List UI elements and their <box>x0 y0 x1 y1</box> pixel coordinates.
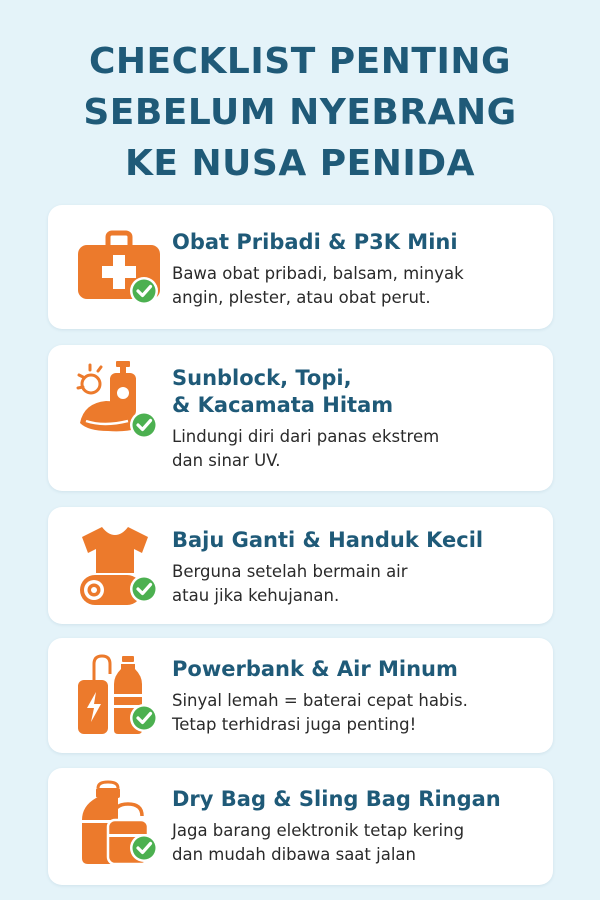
powerbank-bottle-icon <box>74 650 164 740</box>
checklist-card-clothes-towel <box>48 507 553 624</box>
title-line-3: KE NUSA PENIDA <box>125 143 475 184</box>
checklist-card-first-aid <box>48 205 553 329</box>
first-aid-kit-icon <box>74 223 164 313</box>
item-description: Bawa obat pribadi, balsam, minyak angin, plester, atau obat perut. <box>172 264 464 307</box>
item-title: Obat Pribadi & P3K Mini <box>172 230 458 254</box>
sunscreen-hat-glasses-icon <box>74 357 164 447</box>
checklist-card-bags <box>48 768 553 885</box>
item-title: Dry Bag & Sling Bag Ringan <box>172 787 501 811</box>
title-line-2: SEBELUM NYEBRANG <box>83 92 517 133</box>
dry-bag-sling-bag-icon <box>74 780 164 870</box>
item-description: Sinyal lemah = baterai cepat habis. Tetap terhidrasi juga penting! <box>172 691 468 734</box>
checklist-card-sun-protection <box>48 345 553 491</box>
item-title: Powerbank & Air Minum <box>172 657 458 681</box>
item-description: Jaga barang elektronik tetap kering dan mudah dibawa saat jalan <box>172 821 465 864</box>
checklist-card-powerbank-water <box>48 638 553 753</box>
shirt-towel-icon <box>74 521 164 611</box>
item-description: Lindungi diri dari panas ekstrem dan sinar UV. <box>172 427 440 470</box>
title-line-1: CHECKLIST PENTING <box>88 41 512 82</box>
page-title <box>0 36 600 189</box>
item-title: Sunblock, Topi, & Kacamata Hitam <box>172 366 394 417</box>
item-description: Berguna setelah bermain air atau jika kehujanan. <box>172 562 408 605</box>
item-title: Baju Ganti & Handuk Kecil <box>172 528 484 552</box>
